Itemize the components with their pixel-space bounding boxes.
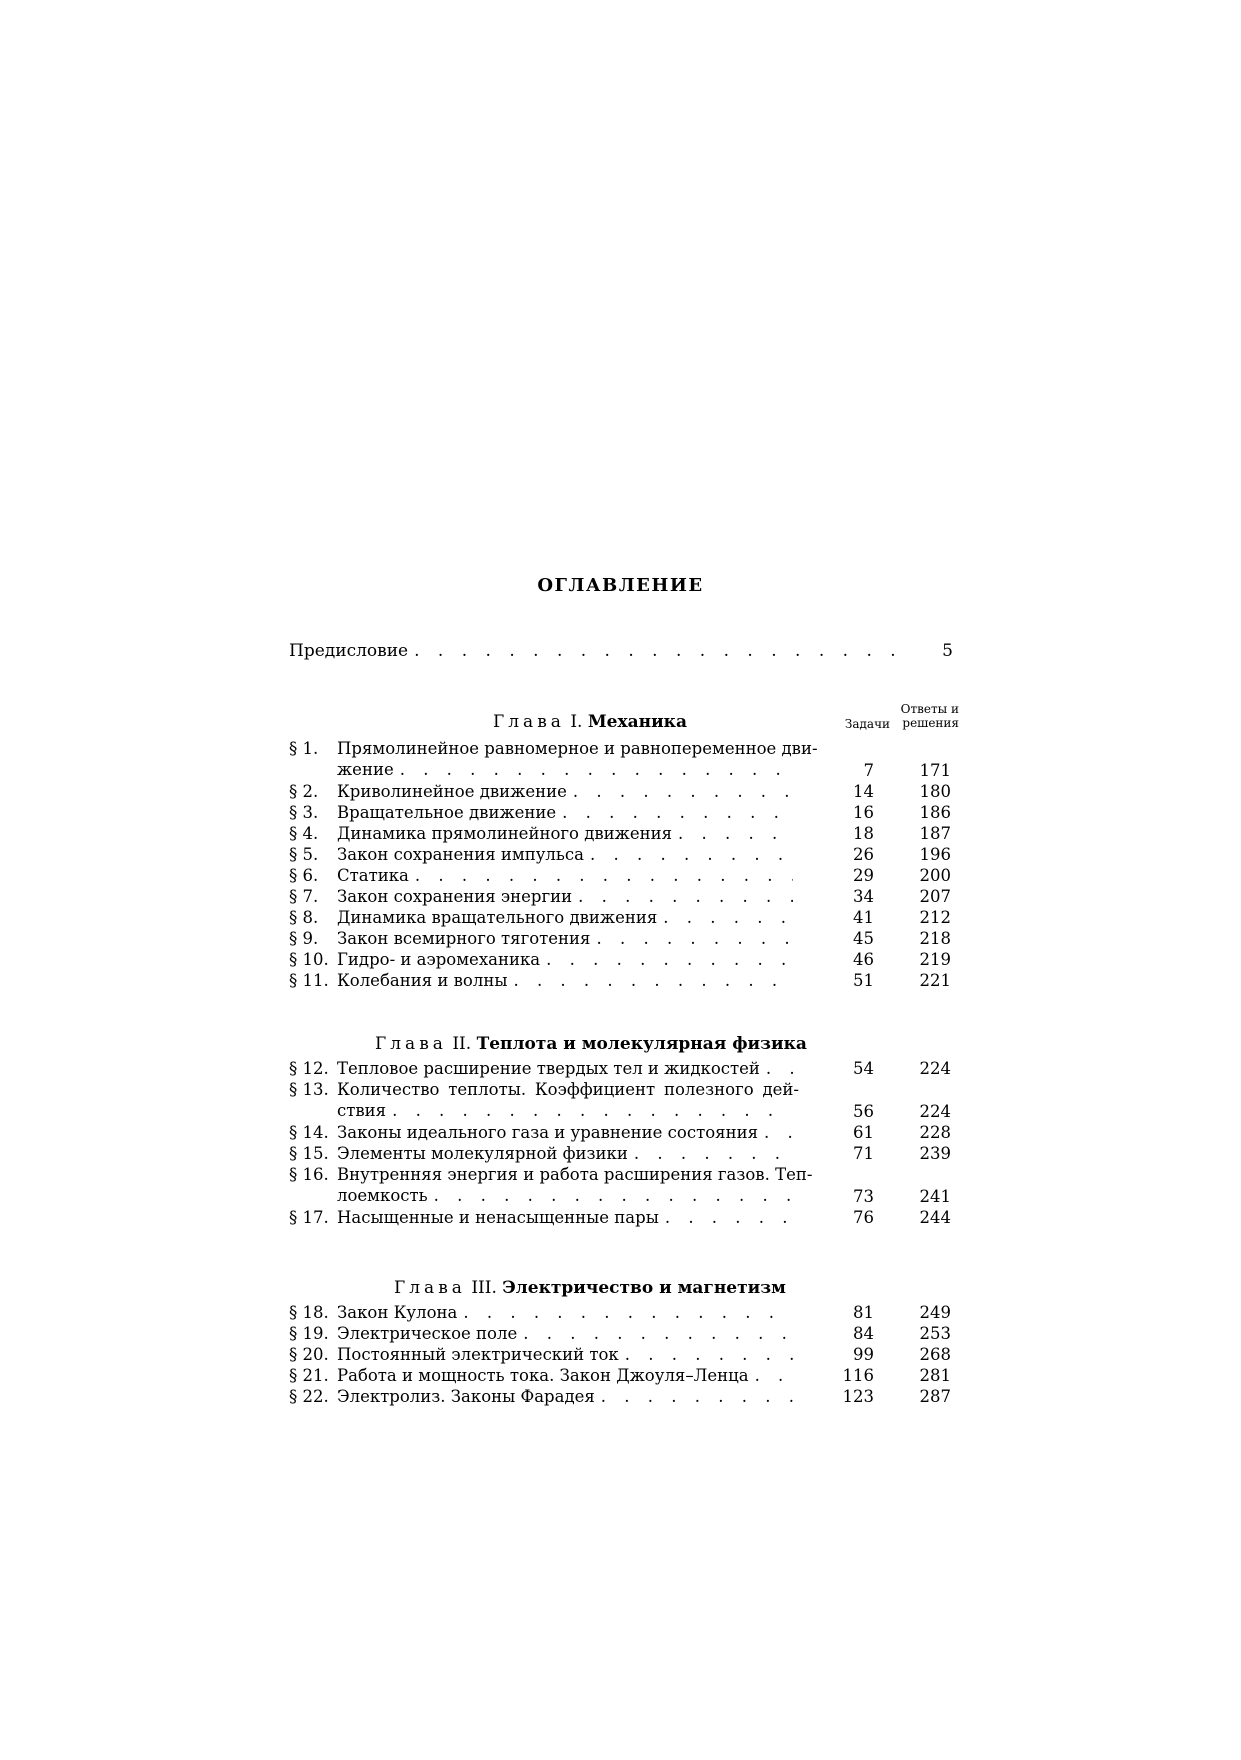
answers-page: 200 — [919, 866, 951, 885]
dot-leader — [400, 759, 793, 780]
chapter-numeral: II. — [452, 1034, 472, 1054]
toc-entry[interactable] — [289, 781, 953, 802]
tasks-page: 41 — [853, 908, 874, 927]
chapter-name: Теплота и молекулярная физика — [476, 1034, 807, 1054]
tasks-page: 81 — [853, 1303, 874, 1322]
section-number: § 19. — [289, 1324, 329, 1343]
section-number: § 2. — [289, 782, 319, 801]
chapter-title — [375, 1034, 807, 1054]
toc-entry[interactable] — [289, 1302, 953, 1323]
toc-entry[interactable] — [289, 738, 953, 781]
tasks-page: 56 — [853, 1102, 874, 1121]
dot-leader — [562, 802, 793, 823]
toc-entry[interactable] — [289, 844, 953, 865]
section-title — [337, 1344, 799, 1365]
dot-leader — [596, 928, 793, 949]
chapter-name: Электричество и магнетизм — [502, 1278, 786, 1298]
section-title — [337, 949, 799, 970]
section-title — [337, 1164, 813, 1206]
section-title-text: Колебания и волны — [337, 971, 508, 990]
chapter-word: Глава — [375, 1034, 447, 1054]
chapter-3-sections — [289, 1302, 953, 1407]
toc-entry[interactable] — [289, 1207, 953, 1228]
toc-entry[interactable] — [289, 1122, 953, 1143]
section-title-line — [337, 1323, 799, 1344]
column-header-answers — [889, 702, 959, 730]
tasks-page: 29 — [853, 866, 874, 885]
answers-page: 244 — [919, 1208, 951, 1227]
answers-page: 171 — [919, 761, 951, 780]
chapter-heading-1 — [289, 700, 959, 740]
answers-page: 207 — [919, 887, 951, 906]
section-title-line — [337, 1143, 799, 1164]
section-title-line — [337, 928, 799, 949]
chapter-numeral: I. — [570, 712, 583, 732]
section-title — [337, 1323, 799, 1344]
section-title-line2 — [337, 1185, 799, 1206]
answers-page: 281 — [919, 1366, 951, 1385]
section-title-text: Элементы молекулярной физики — [337, 1144, 628, 1163]
dot-leader — [625, 1344, 793, 1365]
section-title-line — [337, 802, 799, 823]
chapter-heading-3 — [289, 1266, 959, 1306]
section-title-line1: Прямолинейное равномерное и равнопеременное дви- — [337, 739, 818, 758]
tasks-page: 45 — [853, 929, 874, 948]
section-title — [337, 1058, 799, 1079]
section-title-text: Закон Кулона — [337, 1303, 458, 1322]
section-title-line2 — [337, 759, 799, 780]
preface-label: Предисловие — [289, 641, 409, 661]
toc-entry[interactable] — [289, 949, 953, 970]
section-title — [337, 844, 799, 865]
section-number: § 13. — [289, 1080, 329, 1099]
tasks-page: 51 — [853, 971, 874, 990]
section-number: § 21. — [289, 1366, 329, 1385]
answers-page: 268 — [919, 1345, 951, 1364]
chapter-2-sections — [289, 1058, 953, 1228]
section-title-text: жение — [337, 760, 394, 779]
toc-entry[interactable] — [289, 1164, 953, 1207]
section-title-line — [337, 949, 799, 970]
section-title — [337, 1207, 799, 1228]
dot-leader — [523, 1323, 793, 1344]
answers-page: 218 — [919, 929, 951, 948]
dot-leader — [678, 823, 793, 844]
section-title — [337, 1079, 799, 1121]
section-title-text: Законы идеального газа и уравнение состояния — [337, 1123, 758, 1142]
section-title-line — [337, 1365, 799, 1386]
tasks-page: 116 — [842, 1366, 874, 1385]
section-title-line — [337, 844, 799, 865]
section-title-line — [337, 907, 799, 928]
dot-leader — [634, 1143, 793, 1164]
answers-page: 212 — [919, 908, 951, 927]
section-title — [337, 1302, 799, 1323]
section-number: § 15. — [289, 1144, 329, 1163]
section-title-text: Электрическое поле — [337, 1324, 518, 1343]
section-title-line2 — [337, 1100, 799, 1121]
answers-page: 239 — [919, 1144, 951, 1163]
section-title-text: Закон сохранения энергии — [337, 887, 573, 906]
answers-page: 186 — [919, 803, 951, 822]
section-title — [337, 1386, 799, 1407]
chapter-title — [493, 712, 687, 732]
section-number: § 7. — [289, 887, 319, 906]
preface-page: 5 — [942, 641, 953, 661]
section-title-text: Закон сохранения импульса — [337, 845, 584, 864]
tasks-page: 46 — [853, 950, 874, 969]
section-title — [337, 928, 799, 949]
section-title-text: Вращательное движение — [337, 803, 557, 822]
section-title-text: Насыщенные и ненасыщенные пары — [337, 1208, 659, 1227]
dot-leader — [663, 907, 793, 928]
toc-entry[interactable] — [289, 1386, 953, 1407]
section-number: § 9. — [289, 929, 319, 948]
dot-leader — [578, 886, 793, 907]
section-title-line — [337, 1386, 799, 1407]
tasks-page: 73 — [853, 1187, 874, 1206]
section-number: § 11. — [289, 971, 329, 990]
section-number: § 3. — [289, 803, 319, 822]
section-title — [337, 738, 818, 780]
answers-page: 221 — [919, 971, 951, 990]
answers-page: 180 — [919, 782, 951, 801]
section-number: § 20. — [289, 1345, 329, 1364]
answers-page: 196 — [919, 845, 951, 864]
toc-entry[interactable] — [289, 1365, 953, 1386]
dot-leader — [590, 844, 793, 865]
section-title-line — [337, 886, 799, 907]
section-title-text: лоемкость — [337, 1186, 428, 1205]
section-title-text: Электролиз. Законы Фарадея — [337, 1387, 595, 1406]
chapter-numeral: III. — [471, 1278, 497, 1298]
dot-leader — [755, 1365, 793, 1386]
section-title-text: Динамика вращательного движения — [337, 908, 658, 927]
dot-leader — [601, 1386, 793, 1407]
section-title-text: Гидро- и аэромеханика — [337, 950, 541, 969]
section-number: § 8. — [289, 908, 319, 927]
dot-leader — [764, 1122, 793, 1143]
section-title — [337, 970, 799, 991]
section-number: § 18. — [289, 1303, 329, 1322]
answers-page: 249 — [919, 1303, 951, 1322]
section-title-text: Работа и мощность тока. Закон Джоуля–Ленца — [337, 1366, 749, 1385]
section-number: § 10. — [289, 950, 329, 969]
section-number: § 5. — [289, 845, 319, 864]
tasks-page: 61 — [853, 1123, 874, 1142]
section-number: § 17. — [289, 1208, 329, 1227]
section-title — [337, 823, 799, 844]
section-title-line1: Внутренняя энергия и работа расширения газов. Теп- — [337, 1165, 813, 1184]
column-header-tasks: Задачи — [844, 717, 890, 731]
tasks-page: 18 — [853, 824, 874, 843]
section-number: § 1. — [289, 739, 319, 758]
section-number: § 16. — [289, 1165, 329, 1184]
toc-entry[interactable] — [289, 1344, 953, 1365]
toc-entry[interactable] — [289, 1058, 953, 1079]
section-title — [337, 886, 799, 907]
section-title — [337, 1122, 799, 1143]
section-title-line — [337, 970, 799, 991]
preface-entry[interactable] — [289, 641, 953, 665]
chapter-title — [394, 1278, 786, 1298]
section-title-line — [337, 1207, 799, 1228]
section-title-text: Тепловое расширение твердых тел и жидкостей — [337, 1059, 760, 1078]
section-title-text: Закон всемирного тяготения — [337, 929, 591, 948]
section-title-line — [337, 1344, 799, 1365]
section-number: § 22. — [289, 1387, 329, 1406]
section-title — [337, 1365, 799, 1386]
answers-page: 287 — [919, 1387, 951, 1406]
toc-entry[interactable] — [289, 1323, 953, 1344]
dot-leader — [766, 1058, 793, 1079]
section-title-line — [337, 1058, 799, 1079]
section-title-line — [337, 823, 799, 844]
dot-leader — [414, 641, 907, 661]
dot-leader — [665, 1207, 793, 1228]
section-number: § 14. — [289, 1123, 329, 1142]
chapter-heading-2 — [289, 1022, 959, 1062]
section-title — [337, 865, 799, 886]
dot-leader — [392, 1100, 793, 1121]
tasks-page: 71 — [853, 1144, 874, 1163]
column-header-answers-line1: Ответы и — [900, 702, 959, 716]
section-title — [337, 802, 799, 823]
chapter-word: Глава — [493, 712, 565, 732]
section-title-line — [337, 1302, 799, 1323]
section-title-text: Криволинейное движение — [337, 782, 567, 801]
toc-entry[interactable] — [289, 802, 953, 823]
section-title — [337, 907, 799, 928]
section-title — [337, 781, 799, 802]
dot-leader — [434, 1185, 793, 1206]
toc-entry[interactable] — [289, 823, 953, 844]
toc-entry[interactable] — [289, 865, 953, 886]
section-title-text: ствия — [337, 1101, 387, 1120]
tasks-page: 14 — [853, 782, 874, 801]
section-title-line — [337, 865, 799, 886]
tasks-page: 16 — [853, 803, 874, 822]
chapter-1-sections — [289, 738, 953, 991]
section-title-line1: Количество теплоты. Коэффициент полезного дей- — [337, 1080, 799, 1099]
toc-entry[interactable] — [289, 928, 953, 949]
toc-entry[interactable] — [289, 970, 953, 991]
section-title-line — [337, 781, 799, 802]
answers-page: 253 — [919, 1324, 951, 1343]
tasks-page: 54 — [853, 1059, 874, 1078]
dot-leader — [546, 949, 793, 970]
toc-entry[interactable] — [289, 907, 953, 928]
tasks-page: 34 — [853, 887, 874, 906]
dot-leader — [573, 781, 793, 802]
section-number: § 12. — [289, 1059, 329, 1078]
dot-leader — [513, 970, 793, 991]
tasks-page: 76 — [853, 1208, 874, 1227]
toc-entry[interactable] — [289, 1079, 953, 1122]
answers-page: 228 — [919, 1123, 951, 1142]
tasks-page: 84 — [853, 1324, 874, 1343]
section-title — [337, 1143, 799, 1164]
section-title-text: Постоянный электрический ток — [337, 1345, 619, 1364]
section-title-text: Статика — [337, 866, 409, 885]
dot-leader — [415, 865, 793, 886]
section-number: § 6. — [289, 866, 319, 885]
section-title-line — [337, 1122, 799, 1143]
tasks-page: 26 — [853, 845, 874, 864]
section-title-text: Динамика прямолинейного движения — [337, 824, 672, 843]
dot-leader — [463, 1302, 793, 1323]
chapter-name: Механика — [587, 712, 687, 732]
answers-page: 241 — [919, 1187, 951, 1206]
column-header-answers-line2: решения — [902, 716, 959, 730]
answers-page: 187 — [919, 824, 951, 843]
toc-entry[interactable] — [289, 1143, 953, 1164]
section-number: § 4. — [289, 824, 319, 843]
answers-page: 224 — [919, 1059, 951, 1078]
tasks-page: 7 — [863, 761, 874, 780]
tasks-page: 123 — [842, 1387, 874, 1406]
tasks-page: 99 — [853, 1345, 874, 1364]
answers-page: 219 — [919, 950, 951, 969]
chapter-word: Глава — [394, 1278, 466, 1298]
toc-entry[interactable] — [289, 886, 953, 907]
answers-page: 224 — [919, 1102, 951, 1121]
page-title: ОГЛАВЛЕНИЕ — [537, 575, 704, 596]
